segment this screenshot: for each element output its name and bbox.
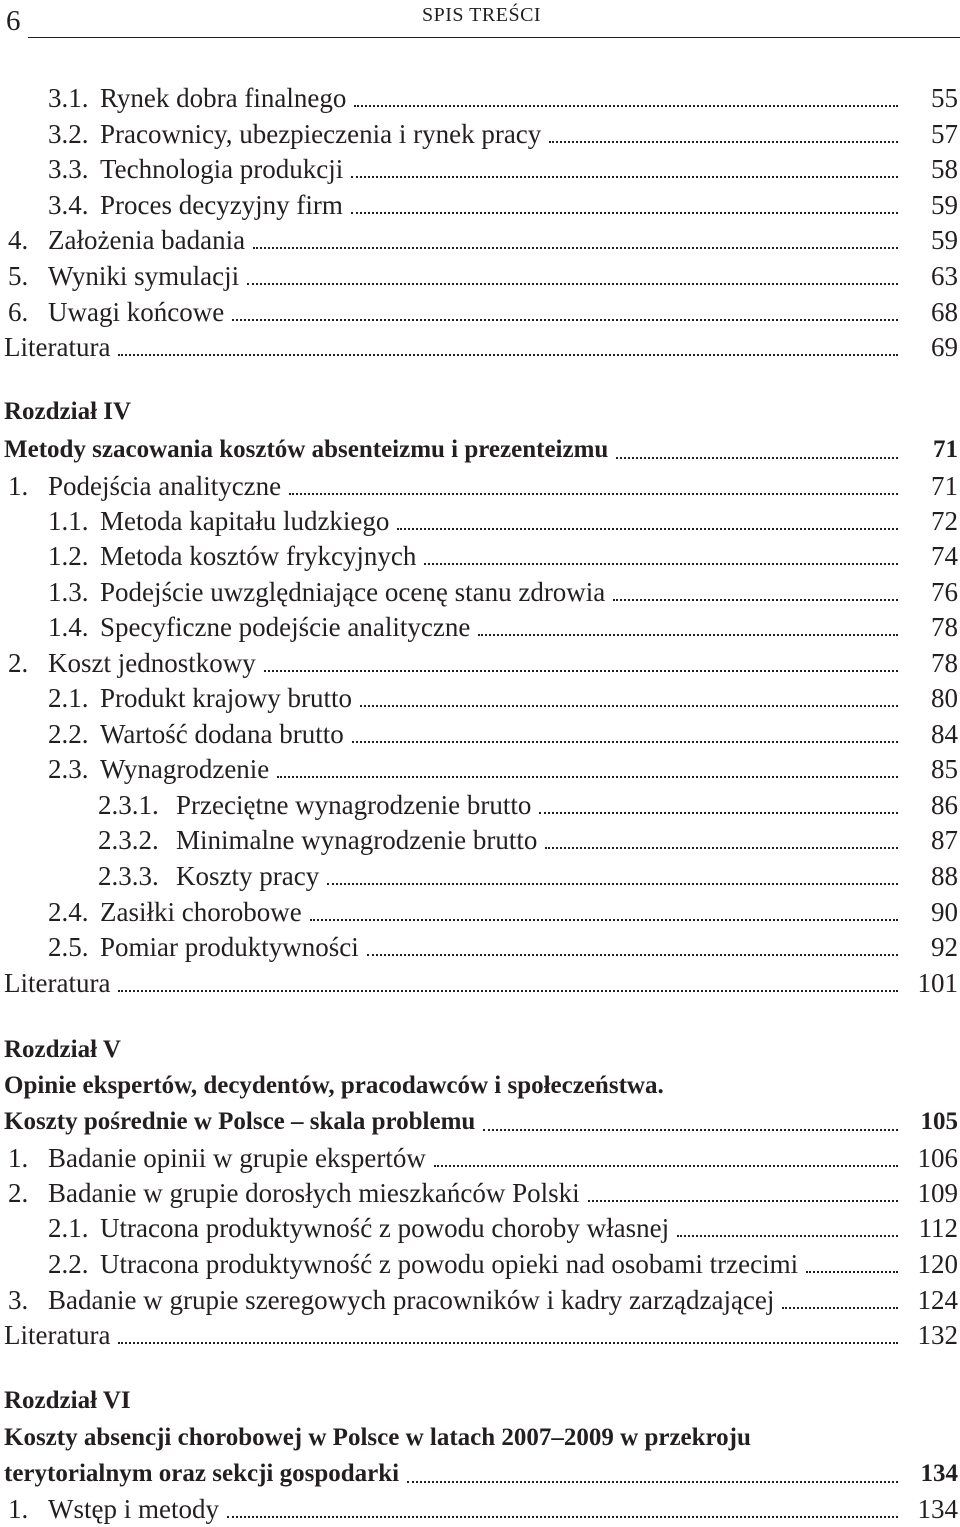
toc-entry-title: Podejścia analityczne (48, 471, 282, 501)
toc-page-number: 78 (931, 612, 958, 642)
toc-page-number: 101 (917, 968, 958, 998)
toc-entry-koszt-jednostkowy[interactable] (0, 645, 960, 681)
toc-entry-title: Badanie w grupie szeregowych pracowników i kadry zarządzającej (48, 1285, 775, 1315)
toc-dot-leader (264, 670, 898, 672)
toc-dot-leader (407, 1481, 898, 1483)
chapter-heading: Opinie ekspertów, decydentów, pracodawców i społeczeństwa. (4, 1072, 664, 1099)
toc-entry-title: Zasiłki chorobowe (100, 897, 302, 927)
toc-page-number: 72 (931, 506, 958, 536)
running-head-title: SPIS TREŚCI (422, 4, 542, 26)
toc-entry-number: 1.2. (48, 541, 89, 571)
toc-dot-leader (545, 847, 898, 849)
toc-entry-specyficzne-podejscie-analityczne[interactable] (0, 609, 960, 645)
toc-entry-literatura[interactable] (0, 329, 960, 365)
toc-dot-leader (424, 563, 898, 565)
toc-dot-leader (351, 176, 898, 178)
toc-dot-leader (782, 1307, 898, 1309)
toc-entry-number: 1.4. (48, 612, 89, 642)
toc-entry-number: 1. (8, 471, 29, 501)
toc-entry-wartosc-dodana-brutto[interactable] (0, 716, 960, 752)
toc-entry-proces-decyzyjny-firm[interactable] (0, 187, 960, 223)
toc-entry-title: Badanie opinii w grupie ekspertów (48, 1143, 426, 1173)
toc-entry-number: 6. (8, 297, 29, 327)
toc-entry-pomiar-produktywnosci[interactable] (0, 929, 960, 965)
toc-entry-title: Założenia badania (48, 225, 246, 255)
toc-entry-title: Uwagi końcowe (48, 297, 225, 327)
toc-page-number: 85 (931, 754, 958, 784)
toc-page-number: 124 (917, 1285, 958, 1315)
toc-entry-title: Wstęp i metody (48, 1494, 219, 1524)
toc-entry-wyniki-symulacji[interactable] (0, 258, 960, 294)
toc-entry-title: Koszty pośrednie w Polsce – skala problemu (4, 1108, 476, 1135)
toc-entry-title: Pomiar produktywności (100, 932, 359, 962)
toc-entry-terytorialnym-oraz-sekcji-gospodarki[interactable] (0, 1456, 960, 1492)
toc-entry-number: 2.4. (48, 897, 89, 927)
toc-entry-zalozenia-badania[interactable] (0, 222, 960, 258)
toc-page-number: 86 (931, 790, 958, 820)
toc-entry-koszty-pracy[interactable] (0, 858, 960, 894)
toc-dot-leader (397, 528, 898, 530)
toc-page-number: 132 (917, 1320, 958, 1350)
toc-page-number: 134 (917, 1494, 958, 1524)
toc-entry-title: Pracownicy, ubezpieczenia i rynek pracy (100, 119, 542, 149)
toc-entry-title: Wyniki symulacji (48, 261, 240, 291)
toc-entry-pracownicy-ubezpieczenia-i-rynek-pracy[interactable] (0, 116, 960, 152)
toc-entry-utracona-produktywnosc-z-powodu-choroby-[interactable] (0, 1210, 960, 1246)
toc-entry-title: Podejście uwzględniające ocenę stanu zdrowia (100, 577, 606, 607)
toc-entry-number: 2.3. (48, 754, 89, 784)
toc-dot-leader (227, 1516, 898, 1518)
toc-dot-leader (352, 741, 898, 743)
chapter-heading: Koszty absencji chorobowej w Polsce w latach 2007–2009 w przekroju (4, 1424, 751, 1451)
toc-entry-number: 4. (8, 225, 29, 255)
toc-dot-leader (483, 1129, 898, 1131)
toc-page-number: 90 (931, 897, 958, 927)
toc-dot-leader (118, 354, 898, 356)
toc-dot-leader (232, 319, 898, 321)
toc-entry-przecietne-wynagrodzenie-brutto[interactable] (0, 787, 960, 823)
toc-entry-number: 1.3. (48, 577, 89, 607)
toc-page-number: 88 (931, 861, 958, 891)
toc-entry-podejscia-analityczne[interactable] (0, 468, 960, 504)
toc-entry-title: terytorialnym oraz sekcji gospodarki (4, 1460, 400, 1487)
toc-page-number: 78 (931, 648, 958, 678)
toc-page-number: 63 (931, 261, 958, 291)
toc-dot-leader (118, 1342, 898, 1344)
toc-entry-number: 3.2. (48, 119, 89, 149)
toc-entry-number: 2.1. (48, 683, 89, 713)
toc-entry-title: Specyficzne podejście analityczne (100, 612, 471, 642)
toc-entry-number: 3. (8, 1285, 29, 1315)
toc-entry-metoda-kosztow-frykcyjnych[interactable] (0, 538, 960, 574)
toc-page-number: 68 (931, 297, 958, 327)
chapter-heading: Rozdział V (4, 1036, 121, 1063)
toc-dot-leader (367, 954, 898, 956)
toc-page-number: 59 (931, 190, 958, 220)
toc-entry-title: Wynagrodzenie (100, 754, 270, 784)
toc-entry-metody-szacowania-kosztow-absenteizmu-i-[interactable] (0, 432, 960, 468)
toc-entry-number: 2. (8, 1178, 29, 1208)
toc-entry-title: Technologia produkcji (100, 154, 344, 184)
chapter-heading: Rozdział VI (4, 1387, 131, 1414)
toc-entry-number: 1. (8, 1143, 29, 1173)
toc-page-number: 134 (920, 1460, 958, 1487)
toc-entry-number: 3.1. (48, 83, 89, 113)
toc-dot-leader (478, 634, 898, 636)
toc-entry-wstep-i-metody[interactable] (0, 1491, 960, 1527)
toc-page-number: 87 (931, 825, 958, 855)
toc-entry-uwagi-koncowe[interactable] (0, 294, 960, 330)
toc-page-number: 105 (920, 1108, 958, 1135)
toc-dot-leader (588, 1200, 898, 1202)
toc-dot-leader (434, 1165, 898, 1167)
toc-entry-title: Przeciętne wynagrodzenie brutto (176, 790, 532, 820)
toc-dot-leader (354, 105, 898, 107)
toc-dot-leader (539, 812, 898, 814)
toc-entry-koszty-posrednie-w-polsce-skala-problemu[interactable] (0, 1104, 960, 1140)
toc-entry-number: 2.3.2. (98, 825, 159, 855)
toc-page-number: 120 (917, 1249, 958, 1279)
toc-entry-title: Literatura (4, 332, 111, 362)
toc-page-number: 55 (931, 83, 958, 113)
toc-entry-badanie-w-grupie-szeregowych-pracownikow[interactable] (0, 1282, 960, 1318)
toc-entry-rynek-dobra-finalnego[interactable] (0, 80, 960, 116)
toc-page-number: 58 (931, 154, 958, 184)
toc-page-number: 74 (931, 541, 958, 571)
toc-dot-leader (118, 990, 898, 992)
toc-entry-number: 2.1. (48, 1213, 89, 1243)
toc-entry-title: Koszt jednostkowy (48, 648, 256, 678)
toc-entry-title: Metoda kosztów frykcyjnych (100, 541, 417, 571)
toc-entry-title: Proces decyzyjny firm (100, 190, 343, 220)
toc-page-number: 69 (931, 332, 958, 362)
toc-dot-leader (360, 705, 898, 707)
chapter-heading: Rozdział IV (4, 398, 132, 425)
toc-entry-utracona-produktywnosc-z-powodu-opieki-n[interactable] (0, 1246, 960, 1282)
toc-dot-leader (253, 247, 898, 249)
toc-dot-leader (613, 599, 898, 601)
toc-page-number: 76 (931, 577, 958, 607)
toc-dot-leader (277, 776, 898, 778)
toc-dot-leader (310, 919, 898, 921)
toc-page-number: 80 (931, 683, 958, 713)
toc-entry-technologia-produkcji[interactable] (0, 151, 960, 187)
toc-entry-badanie-w-grupie-doroslych-mieszkancow-p[interactable] (0, 1175, 960, 1211)
toc-entry-title: Koszty pracy (176, 861, 320, 891)
toc-entry-produkt-krajowy-brutto[interactable] (0, 680, 960, 716)
toc-entry-title: Utracona produktywność z powodu choroby własnej (100, 1213, 670, 1243)
toc-entry-number: 2. (8, 648, 29, 678)
toc-dot-leader (806, 1271, 898, 1273)
toc-page-number: 59 (931, 225, 958, 255)
toc-entry-minimalne-wynagrodzenie-brutto[interactable] (0, 822, 960, 858)
toc-page-number: 57 (931, 119, 958, 149)
toc-entry-badanie-opinii-w-grupie-ekspertow[interactable] (0, 1140, 960, 1176)
toc-entry-number: 1.1. (48, 506, 89, 536)
toc-entry-number: 2.2. (48, 1249, 89, 1279)
toc-entry-title: Metoda kapitału ludzkiego (100, 506, 390, 536)
toc-entry-title: Utracona produktywność z powodu opieki nad osobami trzecimi (100, 1249, 799, 1279)
toc-dot-leader (549, 141, 898, 143)
toc-entry-number: 5. (8, 261, 29, 291)
page-number: 6 (6, 5, 21, 37)
toc-entry-metoda-kapitalu-ludzkiego[interactable] (0, 503, 960, 539)
toc-page-number: 92 (931, 932, 958, 962)
toc-page-number: 112 (918, 1213, 958, 1243)
toc-page-number: 109 (917, 1178, 958, 1208)
toc-dot-leader (289, 493, 898, 495)
toc-entry-number: 3.3. (48, 154, 89, 184)
toc-entry-title: Literatura (4, 1320, 111, 1350)
toc-entry-title: Literatura (4, 968, 111, 998)
toc-entry-title: Metody szacowania kosztów absenteizmu i prezenteizmu (4, 436, 609, 463)
toc-dot-leader (247, 283, 898, 285)
toc-entry-title: Badanie w grupie dorosłych mieszkańców Polski (48, 1178, 580, 1208)
toc-page-number: 71 (933, 436, 958, 463)
toc-entry-number: 1. (8, 1494, 29, 1524)
toc-dot-leader (327, 883, 898, 885)
toc-entry-title: Rynek dobra finalnego (100, 83, 347, 113)
toc-entry-literatura[interactable] (0, 1317, 960, 1353)
toc-entry-number: 2.3.3. (98, 861, 159, 891)
toc-entry-zasilki-chorobowe[interactable] (0, 894, 960, 930)
toc-entry-title: Wartość dodana brutto (100, 719, 344, 749)
toc-dot-leader (677, 1235, 898, 1237)
toc-entry-number: 2.2. (48, 719, 89, 749)
toc-entry-literatura[interactable] (0, 965, 960, 1001)
toc-entry-number: 2.3.1. (98, 790, 159, 820)
toc-entry-wynagrodzenie[interactable] (0, 751, 960, 787)
toc-page-number: 106 (917, 1143, 958, 1173)
toc-page-number: 84 (931, 719, 958, 749)
toc-dot-leader (351, 212, 898, 214)
toc-page-number: 71 (931, 471, 958, 501)
toc-entry-number: 3.4. (48, 190, 89, 220)
toc-entry-number: 2.5. (48, 932, 89, 962)
toc-dot-leader (616, 457, 898, 459)
toc-entry-title: Minimalne wynagrodzenie brutto (176, 825, 538, 855)
toc-entry-podejscie-uwzgledniajace-ocene-stanu-zdr[interactable] (0, 574, 960, 610)
toc-entry-title: Produkt krajowy brutto (100, 683, 352, 713)
